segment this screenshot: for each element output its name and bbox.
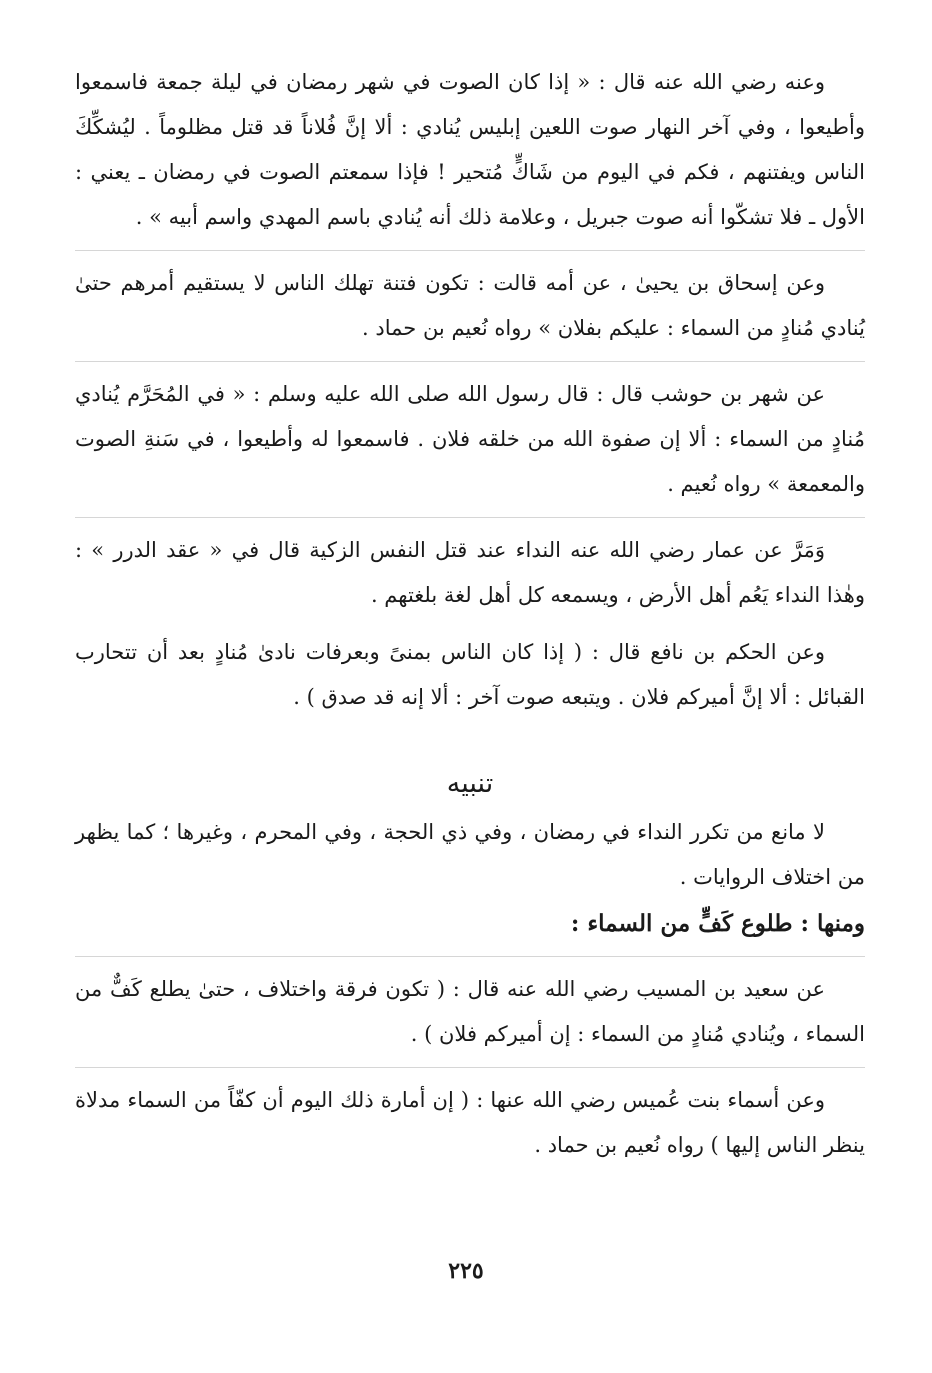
paragraph-ishaq-narration: وعن إسحاق بن يحيىٰ ، عن أمه قالت : تكون فتنة تهلك الناس لا يستقيم أمرهم حتىٰ يُنادي مُنادٍ من السماء : عليكم بفلان » رواه نُعيم بن حماد .	[75, 271, 865, 340]
paragraph-saeed-narration: عن سعيد بن المسيب رضي الله عنه قال : ( تكون فرقة واختلاف ، حتىٰ يطلع كَفٌّ من السماء ، ويُنادي مُنادٍ من السماء : إن أميركم فلان ) .	[75, 977, 865, 1046]
divider	[75, 250, 865, 251]
section-title: تنبيه	[446, 768, 494, 799]
spacer	[75, 618, 865, 630]
divider	[75, 361, 865, 362]
page-number: ٢٢٥	[448, 1258, 484, 1284]
paragraph-shahr-narration: عن شهر بن حوشب قال : قال رسول الله صلى الله عليه وسلم : « في المُحَرَّم يُنادي مُنادٍ من السماء : ألا إن صفوة الله من خلقه فلان . فاسمعوا له وأطيعوا ، في سَنةِ الصوت والمعمعة » رواه نُعيم .	[75, 382, 865, 496]
paragraph-mahdi-call: وعنه رضي الله عنه قال : « إذا كان الصوت في شهر رمضان في ليلة جمعة فاسمعوا وأطيعوا ، وفي آخر النهار صوت اللعين إبليس يُنادي : ألا إنَّ فُلاناً قد قتل مظلوماً . ليُشكِّكَ الناس ويفتنهم ، فكم في اليوم من شَاكٍّ مُتحير ! فإذا سمعتم الصوت في رمضان ـ يعني : الأول ـ فلا تشكّوا أنه صوت جبريل ، وعلامة ذلك أنه يُنادي باسم المهدي واسم أبيه » .	[75, 70, 865, 229]
divider	[75, 1067, 865, 1068]
divider	[75, 956, 865, 957]
paragraph-asma-narration: وعن أسماء بنت عُميس رضي الله عنها : ( إن أمارة ذلك اليوم أن كفّاً من السماء مدلاة ينظر الناس إليها ) رواه نُعيم بن حماد .	[75, 1088, 865, 1157]
page-body	[75, 60, 865, 1168]
paragraph-note: لا مانع من تكرر النداء في رمضان ، وفي ذي الحجة ، وفي المحرم ، وغيرها ؛ كما يظهر من اختلاف الروايات .	[75, 820, 865, 889]
paragraph-hakam-narration: وعن الحكم بن نافع قال : ( إذا كان الناس بمنىً وبعرفات نادىٰ مُنادٍ بعد أن تتحارب القبائل : ألا إنَّ أميركم فلان . ويتبعه صوت آخر : ألا إنه قد صدق ) .	[75, 640, 865, 709]
divider	[75, 517, 865, 518]
subheading: ومنها : طلوع كَفٍّ من السماء :	[570, 910, 865, 937]
paragraph-ammar-narration: وَمَرَّ عن عمار رضي الله عنه النداء عند قتل النفس الزكية قال في « عقد الدرر » : وهٰذا النداء يَعُم أهل الأرض ، ويسمعه كل أهل لغة بلغتهم .	[75, 538, 865, 607]
